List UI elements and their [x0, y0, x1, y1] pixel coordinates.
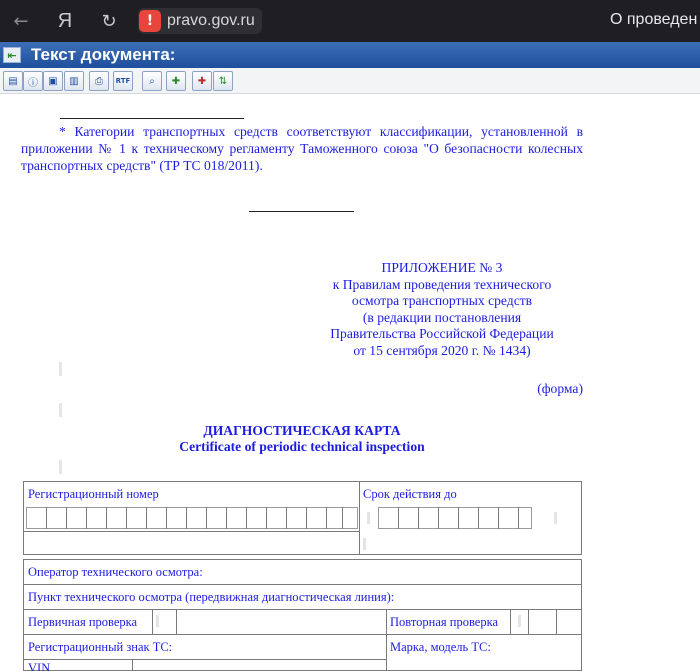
table-divider	[438, 507, 439, 529]
primary-check-label: Первичная проверка	[28, 615, 138, 629]
table-divider	[458, 507, 459, 529]
table-divider	[206, 507, 207, 529]
table-divider	[556, 609, 557, 634]
table-divider	[418, 507, 419, 529]
table-divider	[46, 507, 47, 529]
appendix-header	[300, 260, 584, 359]
operator-label: Оператор технического осмотра:	[28, 565, 203, 579]
table-divider	[24, 584, 581, 585]
table-divider	[528, 609, 529, 634]
rtf-export-icon[interactable]: RTF	[113, 71, 133, 91]
reg-number-label: Регистрационный номер	[28, 487, 159, 501]
table-divider	[518, 507, 519, 529]
table-divider	[24, 659, 386, 660]
valid-until-boxes[interactable]	[378, 507, 532, 529]
footnote-text: * Категории транспортных средств соответствуют классификации, установленной в приложении № 1 к техническому регламенту Таможенного союза "О безопасности колесных транспортных средств" (ТР ТС 018/2011).	[21, 124, 583, 173]
appendix-line: от 15 сентября 2020 г. № 1434)	[353, 342, 531, 358]
table-divider	[286, 507, 287, 529]
search-icon[interactable]: ⌕	[142, 71, 162, 91]
spacer-mark	[363, 538, 366, 550]
back-to-list-icon[interactable]: ⇤	[3, 47, 21, 63]
table-divider	[226, 507, 227, 529]
table-divider	[66, 507, 67, 529]
browser-toolbar	[0, 0, 700, 42]
print-icon[interactable]: ⎙	[89, 71, 109, 91]
inspection-point-label: Пункт технического осмотра (передвижная диагностическая линия):	[28, 590, 395, 604]
spacer-mark	[518, 615, 521, 627]
vin-label: VIN	[28, 661, 51, 671]
form-label: (форма)	[537, 381, 583, 396]
appendix-line: (в редакции постановления	[362, 309, 522, 325]
table-divider	[24, 634, 581, 635]
info-icon[interactable]: ⓘ	[23, 71, 43, 91]
table-divider	[186, 507, 187, 529]
table-divider	[86, 507, 87, 529]
appendix-line: ПРИЛОЖЕНИЕ № 3	[381, 260, 503, 275]
footnote-divider	[60, 118, 244, 119]
document-header-title: Текст документа:	[31, 45, 176, 64]
add-bookmark-icon[interactable]: ✚	[166, 71, 186, 91]
appendix-line: осмотра транспортных средств	[351, 293, 533, 308]
document-header	[0, 42, 700, 68]
reload-icon[interactable]: ↻	[101, 10, 117, 32]
table-divider	[126, 507, 127, 529]
add-to-collection-icon[interactable]: ✚	[192, 71, 212, 91]
document-toolbar	[0, 68, 700, 94]
print-preview-icon[interactable]: ▤	[3, 71, 23, 91]
back-arrow-icon[interactable]: ←	[13, 10, 29, 32]
valid-until-label: Срок действия до	[363, 487, 457, 501]
table-divider	[152, 609, 153, 634]
document-body	[0, 94, 700, 671]
table-divider	[342, 507, 343, 529]
table-divider	[478, 507, 479, 529]
table-divider	[176, 609, 177, 634]
address-domain[interactable]: pravo.gov.ru	[167, 12, 255, 29]
table-divider	[24, 531, 359, 532]
card-title-ru: ДИАГНОСТИЧЕСКАЯ КАРТА	[203, 423, 401, 438]
table-divider	[306, 507, 307, 529]
table-divider	[386, 609, 387, 671]
compare-icon[interactable]: ⇅	[213, 71, 233, 91]
appendix-line: к Правилам проведения технического	[332, 276, 552, 292]
table-divider	[498, 507, 499, 529]
card-title-en: Certificate of periodic technical inspection	[179, 439, 425, 454]
warning-icon[interactable]: !	[139, 10, 161, 32]
spacer-mark	[156, 615, 159, 627]
reg-number-boxes[interactable]	[26, 507, 358, 529]
repeat-check-label: Повторная проверка	[390, 615, 499, 629]
table-divider	[246, 507, 247, 529]
save-as-icon[interactable]: ▥	[64, 71, 84, 91]
address-bar[interactable]	[138, 8, 262, 34]
table-divider	[106, 507, 107, 529]
spacer-mark	[59, 460, 62, 474]
reg-sign-label: Регистрационный знак ТС:	[28, 640, 173, 654]
table-divider	[166, 507, 167, 529]
spacer-mark	[59, 403, 62, 417]
table-divider	[132, 659, 133, 671]
table-divider	[266, 507, 267, 529]
yandex-logo-icon[interactable]: Я	[57, 9, 73, 32]
save-icon[interactable]: ▣	[43, 71, 63, 91]
table-divider	[398, 507, 399, 529]
page-title: О проведен	[610, 11, 698, 28]
spacer-mark	[554, 512, 557, 524]
table-divider	[146, 507, 147, 529]
spacer-mark	[59, 362, 62, 376]
table-divider	[326, 507, 327, 529]
registration-table	[23, 481, 582, 555]
table-divider	[359, 482, 360, 554]
section-divider	[249, 211, 354, 212]
appendix-line: Правительства Российской Федерации	[330, 326, 554, 341]
card-title	[0, 423, 604, 455]
inspection-table	[23, 559, 582, 671]
make-model-label: Марка, модель ТС:	[390, 640, 491, 654]
table-divider	[24, 609, 581, 610]
table-divider	[510, 609, 511, 634]
spacer-mark	[367, 512, 370, 524]
